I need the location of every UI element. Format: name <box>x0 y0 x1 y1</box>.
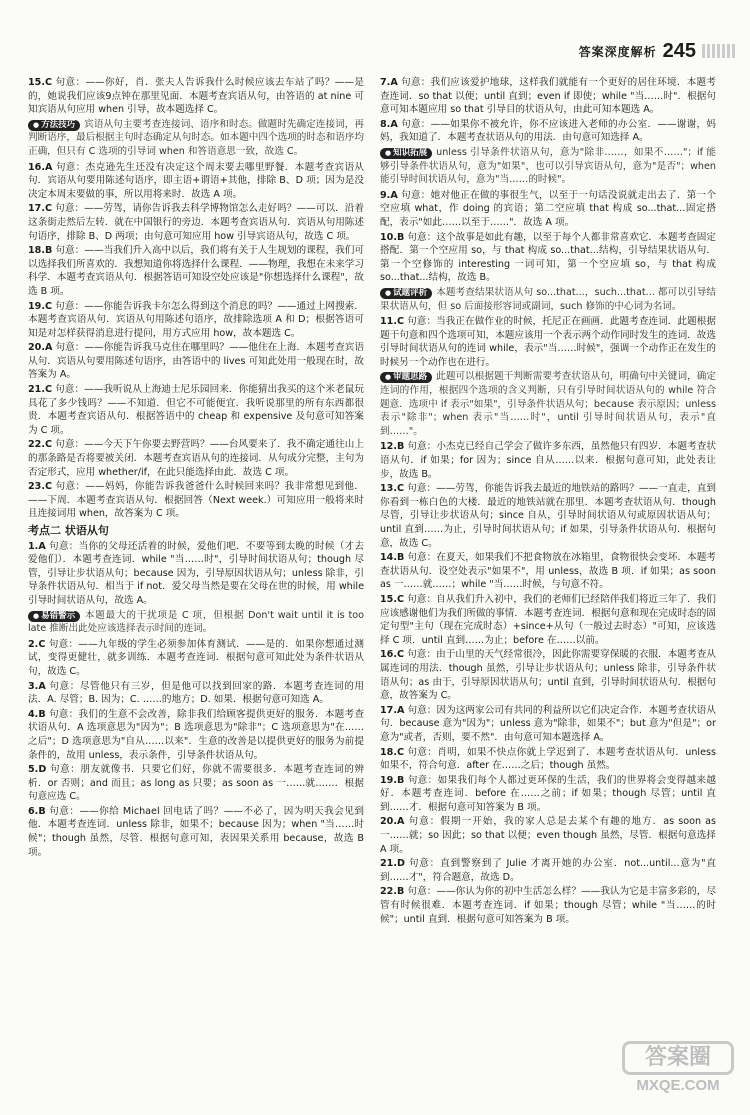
answer-text: 句意：——你好，肖．张夫人告诉我什么时候应该去车站了吗？——是的，她说我们应该9点钟在那里见面．本题考查宾语从句，由答语的 at nine 可知宾语从句应用 when 引导，故本题选择 C。 <box>28 77 364 116</box>
answer-number: 16.C <box>380 649 405 661</box>
answer-text: 句意：如果我们每个人都过更环保的生活，我们的世界将会变得越来越好．本题考查连词．before 在……之前；if 如果；though 尽管；until 直到……才．根据句意可知答案为 B 项。 <box>380 774 716 813</box>
answer-number: 2.C <box>28 638 46 650</box>
answer-item <box>380 704 716 745</box>
answer-text: 句意：直到警察到了 Julie 才离开她的办公室．not...until...意为"直到……才"，符合题意，故选 D。 <box>380 858 716 883</box>
answer-number: 9.A <box>380 189 398 201</box>
answer-item <box>380 648 716 702</box>
answer-text: 句意：——你给 Michael 回电话了吗？——不必了，因为明天我会见到他．本题考查连词．unless 除非，如果不；because 因为；when "当……时候"；though 虽然，尽管．根据句意可知，表因果关系用 because，故选 B 项。 <box>28 805 364 858</box>
answer-item <box>380 440 716 481</box>
answer-number: 21.C <box>28 384 53 396</box>
answer-item <box>28 680 364 707</box>
answer-item <box>380 118 716 145</box>
answer-item <box>380 815 716 856</box>
answer-item <box>28 480 364 521</box>
watermark-logo <box>622 1041 734 1097</box>
answer-item <box>380 482 716 550</box>
answer-text: 句意：——今天下午你要去野营吗？——台风要来了．我不确定通往山上的那条路是否将要被关闭．本题考查宾语从句的连接词．从句成分完整，主句为否定形式，应用 whether/if，在此只能选择由此．故选 C 项。 <box>28 439 364 478</box>
answer-text: 句意：假期一开始，我的家人总是去某个有趣的地方．as soon as 一……就；so 因此；so that 以便；even though 虽然，尽管．根据句意选择 A 项。 <box>380 816 716 855</box>
tip-text: 本题考查结果状语从句 so...that...，such...that... 都可以引导结果状语从句，但 so 后面接形容词或副词，such 修饰的中心词为名词。 <box>380 286 716 312</box>
tip-badge: ● 知识拓展 <box>380 148 432 159</box>
tip-badge: ● 审题思路 <box>380 372 432 383</box>
answer-number: 18.B <box>28 245 53 257</box>
answer-number: 23.C <box>28 481 53 493</box>
right-column <box>380 76 716 1106</box>
answer-text: 句意：由于山里的天气经常很冷，因此你需要穿保暖的衣服．本题考查从属连词的用法．though 虽然，引导让步状语从句；unless 除非，引导条件状语从句；as 由于，引导原因状语从句；until 直到，引导时间状语从句．根据句意，故答案为 C。 <box>380 649 716 702</box>
answer-item <box>380 593 716 647</box>
tip-text: 本题最大的干扰项是 C 项，但根据 Don't wait until it is too late 推断出此处应该选择表示时间的连词。 <box>28 609 364 635</box>
answer-item <box>28 202 364 243</box>
answer-item <box>380 189 716 230</box>
answer-item <box>380 746 716 773</box>
answer-item <box>28 244 364 298</box>
tip-box <box>28 609 364 636</box>
left-column <box>28 76 364 1106</box>
answer-text: 句意：——你能告诉我卡尔怎么得到这个消息的吗？——通过上网搜索．本题考查宾语从句．宾语从句用陈述句语序，故排除选项 A 和 D；根据答语可知是对怎样获得消息进行提问，用方式应用 how，故本题选 C。 <box>28 300 364 339</box>
answer-text: 句意：我们的生意不会改善，除非我们给顾客提供更好的服务．本题考查状语从句．A 选项意思为"因为"；B 选项意思为"除非"；C 选项意思为"在……之后"；D 选项意思为"自从……以来"．生意的改善是以提供更好的服务为前提条件的，故用 unless，表示条件，引导条件状语从句。 <box>28 708 364 761</box>
answer-item <box>28 638 364 679</box>
answer-text: 句意：她对他正在做的事很生气，以至于一句话没说就走出去了．第一个空应填 what，作 doing 的宾语；第二空应填 that 构成 so...that...固定搭配，表示"如此……以至于……"．故选 A 项。 <box>380 189 716 228</box>
answer-item <box>380 315 716 369</box>
answer-number: 18.C <box>380 746 405 758</box>
answer-text: 句意：小杰克已经自己学会了做许多东西，虽然他只有四岁．本题考查状语从句．if 如果；for 因为；since 自从……以来．根据句意可知，此处表让步，故选 B。 <box>380 441 716 480</box>
answer-item <box>28 438 364 479</box>
answer-text: 句意：朋友就像书．只要它们好，你就不需要很多．本题考查连词的辨析．or 否则；and 而且；as long as 只要；as soon as 一……就……．根据句意应选 C。 <box>28 764 364 803</box>
answer-text: 句意：——你能告诉我马克住在哪里吗？——他住在上海．本题考查宾语从句．宾语从句要用陈述句语序，由答语中的 lives 可知此处用一般现在时，故答案为 A。 <box>28 342 364 381</box>
answer-number: 20.A <box>380 816 405 828</box>
tip-text: unless 引导条件状语从句，意为"除非……，如果不……"；if 能够引导条件状语从句，意为"如果"，也可以引导宾语从句，意为"是否"；when 能引导时间状语从句，意为"当……的时候"。 <box>380 146 716 186</box>
answer-item <box>380 885 716 926</box>
answer-number: 12.B <box>380 441 405 453</box>
answer-text: 句意：这个故事是如此有趣，以至于每个人都非常喜欢它．本题考查固定搭配．第一个空应用 so，与 that 构成 so...that...结构，引导结果状语从句．第一个空修饰的 interesting 一词可知，第一个空应填 so，与 that 构成 so...that...结构，故选 B。 <box>380 231 716 284</box>
answer-text: 句意：——你认为你的初中生活怎么样？——我认为它是丰富多彩的，尽管有时候很难．本题考查连词．if 如果；though 尽管；while "当……的时候"；until 直到．根据句意可知答案为 B 项。 <box>380 886 716 925</box>
answer-number: 22.C <box>28 439 53 451</box>
page-number: 245 <box>662 39 696 62</box>
answer-text: 句意：当你的父母还活着的时候，爱他们吧．不要等到太晚的时候（才去爱他们）．本题考查连词．while "当……时"，引导时间状语从句；though 尽管，引导让步状语从句；because 因为，引导原因状语从句；unless 除非，引导条件状语从句．相当于 if not．爱父母当然是要在父母在世的时候，用 while 引导时间状语从句，故选 A。 <box>28 540 364 606</box>
answer-number: 13.C <box>380 483 405 495</box>
answer-number: 8.A <box>380 118 398 130</box>
answer-text: 句意：在夏天，如果我们不把食物放在冰箱里，食物很快会变坏．本题考查状语从句．设空处表示"如果不"，用 unless，故选 B 项．if 如果；as soon as 一……就……；while "当……时候，与句意不符。 <box>380 552 716 591</box>
answer-number: 6.B <box>28 805 46 817</box>
tip-badge: ● 方法技巧 <box>28 120 80 131</box>
answer-number: 16.A <box>28 161 53 173</box>
answer-number: 20.A <box>28 342 53 354</box>
tip-text: 此题可以根据题干判断需要考查状语从句，明确句中关键词，确定连词的作用，根据四个选项的含义判断，只有引导时间状语从句的 while 符合题意．选项中 if 表示"如果"，引导条件状语从句；because 表示原因；unless 表示"除非"；when 表示"当……时"，until 引导时间状语从句，表示"直到……"。 <box>380 371 716 437</box>
answer-text: 句意：肖明，如果不快点你就上学迟到了．本题考查状语从句．unless 如果不，符合句意．after 在……之后；though 虽然。 <box>380 746 716 772</box>
answer-number: 15.C <box>380 593 405 605</box>
watermark-line2: MXQE.COM <box>636 1077 720 1094</box>
answer-item <box>28 383 364 437</box>
answer-item <box>28 708 364 762</box>
section-heading: 考点二 状语从句 <box>28 524 109 537</box>
answer-item <box>28 161 364 202</box>
answer-text: 句意：——我听说从上海迪士尼乐园回来．你能猜出我买的这个米老鼠玩具花了多少钱吗？——不知道．但它不可能便宜．我听说那里的所有东西都很贵．本题考查宾语从句．根据答语中的 cheap 和 expensive 及句意可知答案为 C 项。 <box>28 384 364 436</box>
answer-number: 3.A <box>28 680 46 692</box>
answer-number: 11.C <box>380 316 405 328</box>
tip-box <box>380 146 716 187</box>
answer-item <box>28 341 364 382</box>
tip-text: 宾语从句主要考查连接词、语序和时态。做题时先确定连接词，再判断语序，最后根据主句时态确定从句时态。如本题中四个选项的时态和语序均正确，但只有 C 选项的引导词 when 和答语意思一致，故选 C。 <box>28 118 364 157</box>
answer-item <box>380 231 716 285</box>
answer-text: 句意：自从我们升入初中，我们的老师们已经陪伴我们将近三年了．我们应该感谢他们为我们所做的事情．本题考查连词．根据句意和现在完成时态的固定句型"主句（现在完成时态）+since+从句（一般过去时态）"可知，应该选择 C 项．until 直到……为止；before 在……以前。 <box>380 593 716 646</box>
answer-item <box>380 76 716 117</box>
answer-item <box>28 76 364 117</box>
answer-number: 1.A <box>28 540 46 552</box>
answer-text: 句意：我们应该爱护地球，这样我们就能有一个更好的居住环境．本题考查连词．so that 以便；until 直到；even if 即使；while "当……时"．根据句意可知本题应用 so that 引导目的状语从句，由此可知本题选 A。 <box>380 77 716 116</box>
answer-text: 句意：——劳驾，你能告诉我去最近的地铁站的路吗？——一直走，直到你看到一栋白色的大楼．最近的地铁站就在那里．本题考查状语从句．though 尽管，引导让步状语从句；since 自从，引导时间状语从句或原因状语从句；until 直到……为止，引导时间状语从句；if 如果，引导条件状语从句．根据句意，故选 C。 <box>380 483 716 549</box>
answer-text: 句意：因为这两家公司有共同的利益所以它们决定合作．本题考查状语从句．because 意为"因为"；unless 意为"除非，如果不"；but 意为"但是"；or 意为"或者，否则，要不然"．由句意可知本题选择 A。 <box>380 704 716 743</box>
tip-box <box>28 118 364 159</box>
answer-number: 4.B <box>28 708 46 720</box>
answer-text: 句意：——九年级的学生必须参加体育测试．——是的．如果你想通过测试，变得更健壮，就多训练．本题考查连词．根据句意可知此处为条件状语从句，故选 C。 <box>28 638 364 677</box>
answer-number: 17.A <box>380 704 405 716</box>
answer-item <box>380 774 716 815</box>
answer-number: 10.B <box>380 231 405 243</box>
answer-number: 15.C <box>28 77 53 88</box>
answer-item <box>28 540 364 608</box>
answer-number: 22.B <box>380 886 405 898</box>
answer-text: 句意：当我正在做作业的时候，托尼正在画画．此题考查连词．此题根据题干句意和四个选项可知，本题应该用一个表示两个动作同时发生的连词．故选引导时间状语从句的连词 while，表示"当……时候"，强调一个动作正在发生的时候另一个动作也在进行。 <box>380 316 716 368</box>
answer-item <box>380 857 716 884</box>
answer-item <box>28 805 364 859</box>
answer-text: 句意：杰克逊先生还没有决定这个周末要去哪里野餐．本题考查宾语从句．宾语从句要用陈述句语序，即主语+谓语+其他，排除 B、D 项；因为是没决定本周末要做的事，所以用将来时．故选 A 项。 <box>28 161 364 200</box>
answer-text: 句意：——如果你不被允许，你不应该进入老师的办公室．——谢谢，妈妈，我知道了．本题考查状语从句的用法．由句意可知选择 A。 <box>380 118 716 144</box>
answer-text: 句意：——妈妈，你能告诉我爸爸什么时候回来吗？我非常想见到他．——下周．本题考查宾语从句．根据回答（Next week.）可知应用一般将来时且连接词用 when，故答案为 C 项。 <box>28 481 364 520</box>
answer-number: 19.B <box>380 774 405 786</box>
answer-number: 21.D <box>380 858 405 870</box>
answer-item <box>28 300 364 341</box>
watermark-line1: 答案圈 <box>622 1041 734 1075</box>
answer-item <box>28 763 364 804</box>
answer-text: 句意：——当我们升入高中以后，我们将有关于人生规划的课程，我们可以选择我们所喜欢的．我想知道你将选择什么课程．——物理，我想在未来学习科学．本题考查宾语从句．根据答语可知设空处应该是"你想选择什么课程"，故选 B 项。 <box>28 245 364 297</box>
header-title: 答案深度解析 <box>578 44 657 59</box>
answer-text: 句意：——劳驾，请你告诉我去科学博物馆怎么走好吗？——可以．沿着这条街走然后左转．就在中国银行的旁边．本题考查宾语从句．宾语从句用陈述句语序，排除 B、D 两项；由句意可知应用 how 引导宾语从句，故选 C 项。 <box>28 203 364 242</box>
answer-number: 7.A <box>380 77 398 88</box>
answer-number: 19.C <box>28 300 53 312</box>
answer-text: 句意：尽管他只有三岁，但是他可以找到回家的路．本题考查连词的用法．A. 尽管；B. 因为；C. ……的地方；D. 如果．根据句意可知选 A。 <box>28 680 364 706</box>
answer-number: 17.C <box>28 203 53 215</box>
page-header <box>579 38 736 64</box>
answer-number: 5.D <box>28 764 47 776</box>
tip-box <box>380 286 716 313</box>
answer-item <box>380 551 716 592</box>
answer-number: 14.B <box>380 552 405 564</box>
header-decoration <box>702 44 736 58</box>
tip-badge: ● 易错警示 <box>28 611 80 622</box>
tip-badge: ● 试题评析 <box>380 288 432 299</box>
tip-box <box>380 370 716 438</box>
